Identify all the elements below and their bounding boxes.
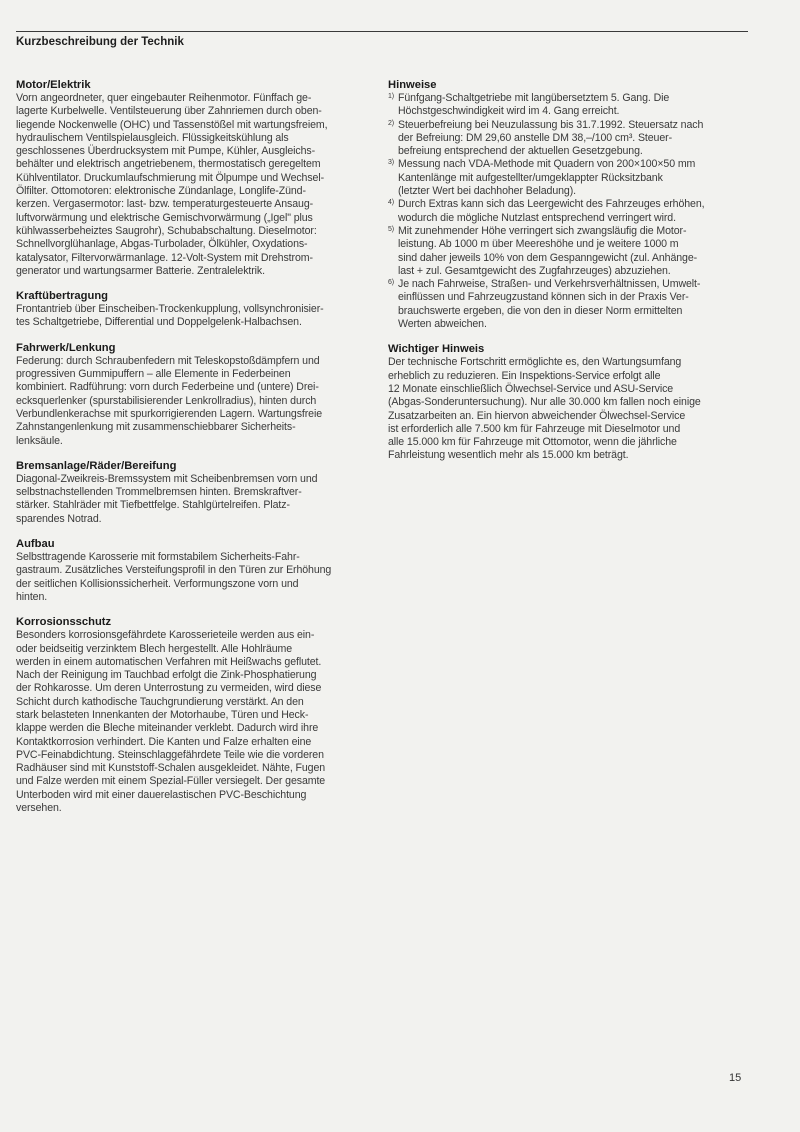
section-heading: Fahrwerk/Lenkung xyxy=(16,341,116,354)
section-aufbau xyxy=(16,537,376,604)
section-hinweise xyxy=(388,78,750,331)
page-title: Kurzbeschreibung der Technik xyxy=(16,36,184,48)
footnote-marker: 1) xyxy=(388,93,395,100)
footnote-marker: 4) xyxy=(388,199,395,207)
section-bremsanlage xyxy=(16,459,376,526)
footnote-item xyxy=(388,119,750,159)
header-rule xyxy=(16,31,748,32)
right-column xyxy=(388,78,750,474)
section-body: Besonders korrosionsgefährdete Karosserieteile werden aus ein- oder beidseitig verzinktem Blech hergestellt. Alle Hohlräume werden in einem automatischen Verfahren mit Heißwachs geflutet. Nach der Reinigung im Tauchbad erfolgt die Zink-Phosphatierung der Rohkarosse. Um deren Unterrostung zu vermeiden, wird diese Schicht durch kathodische Tauchgrundierung verstärkt. An den stark belasteten Innenkanten der Motorhaube, Türen und Heck- klappe werden die Bleche miteinander verklebt. Dadurch wird ihre Kontaktkorrosion verhindert. Die Kanten und Falze erhalten eine PVC-Feinabdichtung. Steinschlaggefährdete Teile wie die vorderen Radhäuser sind mit Kunststoff-Schalen ausgekleidet. Nähte, Fugen und Falze werden mit einem Spezial-Füller versiegelt. Der gesamte Unterboden wird mit einer dauerelastischen PVC-Beschichtung versehen. xyxy=(16,629,326,815)
section-body: Vorn angeordneter, quer eingebauter Reihenmotor. Fünffach ge- lagerte Kurbelwelle. Ventilsteuerung über Zahnriemen durch oben- liegende Nockenwelle (OHC) und Tassenstößel mit wartungsfreiem, hydraulischem Ventilspielausgleich. Flüssigkeitskühlung als geschlossenes Überdrucksystem mit Pumpe, Kühler, Ausgleichs- behälter und elektrisch angetriebenem, thermostatisch geregeltem Kühlventilator. Druckumlaufschmierung mit Ölpumpe und Wechsel- Ölfilter. Ottomotoren: elektronische Zündanlage, Longlife-Zünd- kerzen. Vergasermotor: last- bzw. temperaturgesteuerte Ansaug- luftvorwärmung und elektrische Gemischvorwärmung („Igel" plus kühlwasserbeheiztes Saugrohr), Schubabschaltung. Dieselmotor: Schnellvorglühanlage, Abgas-Turbolader, Ölkühler, Oxydations- katalysator, Filtervorwärmanlage. 12-Volt-System mit Drehstrom- generator und wartungsarmer Batterie. Zentralelektrik. xyxy=(16,92,328,277)
section-heading: Hinweise xyxy=(388,79,437,91)
footnote-text: Durch Extras kann sich das Leergewicht des Fahrzeuges erhöhen, wodurch die mögliche Nutzlast entsprechend verringert wird. xyxy=(398,198,705,224)
page-number: 15 xyxy=(729,1072,742,1084)
footnote-marker: 6) xyxy=(388,279,395,287)
footnote-marker: 2) xyxy=(388,119,395,127)
footnote-list xyxy=(388,92,750,331)
footnote-text: Je nach Fahrweise, Straßen- und Verkehrsverhältnissen, Umwelt- einflüssen und Fahrzeugzustand können sich in der Praxis Ver- brauchswerte ergeben, die von den in dieser Norm ermittelten Werten abweichen. xyxy=(398,278,701,331)
footnote-marker: 5) xyxy=(388,225,395,233)
section-heading: Wichtiger Hinweis xyxy=(388,343,485,356)
section-fahrwerk-lenkung xyxy=(16,341,376,448)
footnote-item xyxy=(388,198,750,225)
section-body: Frontantrieb über Einscheiben-Trockenkupplung, vollsynchronisier- tes Schaltgetriebe, Differential und Doppelgelenk-Halbachsen. xyxy=(16,303,324,329)
footnote-text: Steuerbefreiung bei Neuzulassung bis 31.7.1992. Steuersatz nach der Befreiung: DM 29,60 anstelle DM 38,–/100 cm³. Steuer- befreiung entsprechend der aktuellen Gesetzgebung. xyxy=(398,118,704,158)
section-heading: Korrosionsschutz xyxy=(16,616,112,629)
section-body: Der technische Fortschritt ermöglichte es, den Wartungsumfang erheblich zu reduzieren. Ein Inspektions-Service erfolgt alle 12 Monate einschließlich Ölwechsel-Service und ASU-Service (Abgas-Sonderuntersuchung). Nur alle 30.000 km fallen noch einige Zusatzarbeiten an. Ein hiervon abweichender Ölwechsel-Service ist erforderlich alle 7.500 km für Fahrzeuge mit Dieselmotor und alle 15.000 km für Fahrzeuge mit Ottomotor, wenn die jährliche Fahrleistung wesentlich mehr als 15.000 km beträgt. xyxy=(388,356,701,462)
footnote-item xyxy=(388,158,750,198)
section-body: Federung: durch Schraubenfedern mit Teleskopstoßdämpfern und progressiven Gummipuffern – alle Elemente in Federbeinen kombiniert. Radführung: vorn durch Federbeine und (untere) Drei- ecksquerlenker (spurstabilisierender Lenkrollradius), hinten durch Verbundlenkerachse mit spurkorrigierenden Lagern. Wartungsfreie Zahnstangenlenkung mit zusammenschiebbarer Sicherheits- lenksäule. xyxy=(16,354,322,447)
section-heading: Aufbau xyxy=(16,538,55,551)
footnote-marker: 3) xyxy=(388,159,395,167)
section-kraftuebertragung xyxy=(16,289,376,330)
footnote-item xyxy=(388,278,750,331)
footnote-text: Messung nach VDA-Methode mit Quadern von 200×100×50 mm Kantenlänge mit aufgestellter/umgeklappter Rücksitzbank (letzter Wert bei dachhoher Beladung). xyxy=(398,158,696,198)
footnote-text: Fünfgang-Schaltgetriebe mit langübersetztem 5. Gang. Die Höchstgeschwindigkeit wird im 4. Gang erreicht. xyxy=(398,92,670,118)
section-body: Selbsttragende Karosserie mit formstabilem Sicherheits-Fahr- gastraum. Zusätzliches Versteifungsprofil in den Türen zur Erhöhung der seitlichen Kollisionssicherheit. Verformungszone vorn und hinten. xyxy=(16,551,332,603)
left-column xyxy=(16,78,376,826)
section-heading: Bremsanlage/Räder/Bereifung xyxy=(16,459,177,472)
section-wichtiger-hinweis xyxy=(388,342,750,462)
section-heading: Kraftübertragung xyxy=(16,290,108,303)
footnote-item xyxy=(388,225,750,278)
section-motor-elektrik xyxy=(16,78,376,278)
footnote-text: Mit zunehmender Höhe verringert sich zwangsläufig die Motor- leistung. Ab 1000 m über Meereshöhe und je weitere 1000 m sind daher jeweils 10% von dem Gespanngewicht (zul. Anhänge- last + zul. Gesamtgewicht des Zugfahrzeuges) abzuziehen. xyxy=(398,224,698,277)
section-korrosionsschutz xyxy=(16,615,376,815)
footnote-item xyxy=(388,92,750,119)
section-body: Diagonal-Zweikreis-Bremssystem mit Scheibenbremsen vorn und selbstnachstellenden Trommelbremsen hinten. Bremskraftver- stärker. Stahlräder mit Tiefbettfelge. Stahlgürtelreifen. Platz- sparendes Notrad. xyxy=(16,472,318,525)
section-heading: Motor/Elektrik xyxy=(16,79,91,91)
